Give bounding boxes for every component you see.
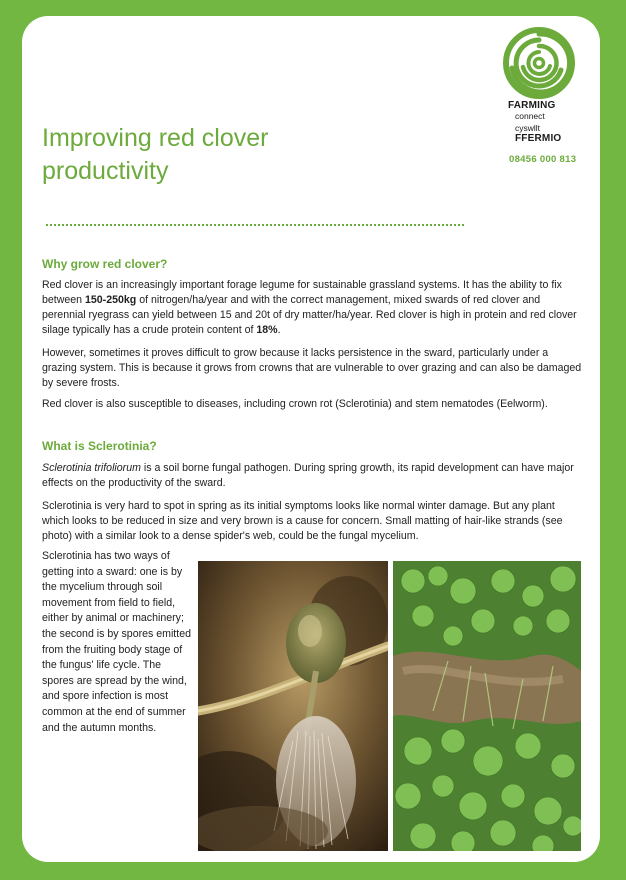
title-line-2: productivity — [42, 157, 169, 185]
dotted-divider — [46, 224, 464, 226]
farming-connect-logo — [502, 26, 576, 100]
document-page — [22, 16, 600, 862]
highlight-protein: 18% — [256, 324, 278, 336]
text-run: . — [277, 324, 281, 336]
paragraph-what-2: Sclerotinia is very hard to spot in spring as its initial symptoms looks like normal winter damage. But any plant which looks to be reduced in size and very brown is a cause for concern. Small matting of hair-like strands (see photo) with a similar look to a dense spider's web, could be the fungal mycelium. — [42, 500, 563, 542]
sward-photo — [393, 561, 581, 851]
phone-number: 08456 000 813 — [509, 154, 577, 165]
brand-name-en-sub: connect — [515, 111, 545, 121]
paragraph-why-2: However, sometimes it proves difficult to grow because it lacks persistence in the sward, particularly under a grazing system. This is because it grows from crowns that are vulnerable to over grazing and can also be damaged by severe frosts. — [42, 347, 582, 389]
paragraph-what-3: Sclerotinia has two ways of getting into a sward: one is by the mycelium through soil movement from field to field, either by animal or machinery; the second is by spores emitted from the fruiting body stage of the fungus' life cycle. The spores are spread by the wind, and spore infection is most common at the end of summer and the autumn months. — [42, 550, 191, 734]
paragraph-what-1 — [42, 461, 582, 491]
title-line-1: Improving red clover — [42, 124, 269, 152]
brand-name-cy: cyswllt — [515, 123, 541, 133]
farming-connect-swirl-icon — [502, 26, 576, 100]
clover-sward-photo — [393, 561, 581, 851]
paragraph-why-3: Red clover is also susceptible to diseases, including crown rot (Sclerotinia) and stem nematodes (Eelworm). — [42, 398, 548, 410]
species-name: Sclerotinia trifoliorum — [42, 462, 141, 474]
brand-name-en: FARMING — [508, 100, 556, 111]
brand-name-cy-main: FFERMIO — [515, 133, 562, 144]
highlight-nitrogen: 150-250kg — [85, 294, 137, 306]
section-heading-why: Why grow red clover? — [42, 257, 168, 271]
fungal-mycelium-photo — [198, 561, 388, 851]
section-heading-what: What is Sclerotinia? — [42, 439, 157, 453]
page-title — [42, 122, 372, 188]
text-run: of nitrogen/ha/year and with the correct management, mixed swards of red clover and perennial ryegrass can yield between 15 and 20t of dry matter/ha/year. Red clover is high in protein and red clover silage typically has a crude protein content of — [42, 294, 577, 336]
mycelium-photo — [198, 561, 388, 851]
text-run: Red clover is an increasingly important forage legume for sustainable grassland systems. It has the ability to fix between — [42, 279, 562, 306]
text-run: is a soil borne fungal pathogen. During spring growth, its rapid development can have major effects on the productivity of the sward. — [42, 462, 574, 489]
paragraph-why-1 — [42, 278, 582, 338]
